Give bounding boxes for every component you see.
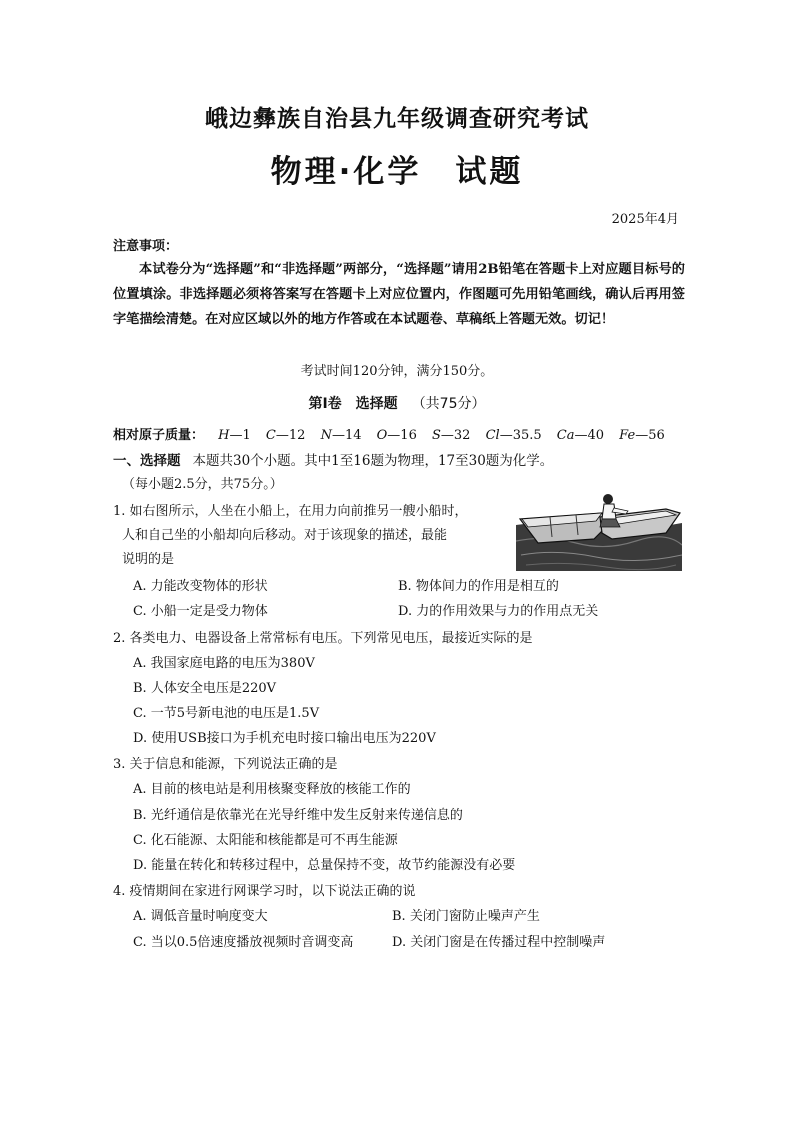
question-1-stem-line: 1. 如右图所示，人坐在小船上，在用力向前推另一艘小船时， [113, 504, 468, 519]
atomic-mass-item: S—32 [431, 428, 471, 443]
question-3-stem: 3. 关于信息和能源，下列说法正确的是 [113, 757, 338, 772]
atomic-mass-item: Cl—35.5 [485, 428, 542, 443]
atomic-mass-item: C—12 [265, 428, 306, 443]
question-3-option-c: C. 化石能源、太阳能和核能都是可不再生能源 [133, 833, 398, 848]
section-title: 一、选择题 [113, 453, 181, 469]
atomic-mass-item: N—14 [320, 428, 362, 443]
question-1-option-a: A. 力能改变物体的形状 [133, 579, 268, 594]
question-4-option-c: C. 当以0.5倍速度播放视频时音调变高 [133, 935, 354, 950]
question-4-option-a: A. 调低音量时响度变大 [133, 909, 268, 924]
notice-body: 本试卷分为“选择题”和“非选择题”两部分，“选择题”请用2B铅笔在答题卡上对应题目标号的位置填涂。非选择题必须将答案写在答题卡上对应位置内，作图题可先用铅笔画线，确认后再用签字笔描绘清楚。在对应区域以外的地方作答或在本试题卷、草稿纸上答题无效。切记！ [113, 262, 685, 327]
notice-heading: 注意事项： [113, 239, 179, 254]
section-heading [113, 449, 553, 469]
atomic-mass-item: H—1 [218, 428, 251, 443]
question-4-option-d: D. 关闭门窗是在传播过程中控制噪声 [392, 935, 606, 950]
question-4-option-b: B. 关闭门窗防止噪声产生 [392, 909, 540, 924]
question-2-option-c: C. 一节5号新电池的电压是1.5V [133, 706, 320, 721]
question-2-option-b: B. 人体安全电压是220V [133, 681, 277, 696]
question-2-stem: 2. 各类电力、电器设备上常常标有电压。下列常见电压，最接近实际的是 [113, 631, 533, 646]
question-1-option-b: B. 物体间力的作用是相互的 [398, 579, 559, 594]
question-4-stem: 4. 疫情期间在家进行网课学习时，以下说法正确的说 [113, 884, 416, 899]
part-title [0, 393, 794, 413]
exam-time: 考试时间120分钟，满分150分。 [300, 364, 494, 379]
question-1-option-d: D. 力的作用效果与力的作用点无关 [398, 604, 599, 619]
atomic-mass-item: O—16 [376, 428, 417, 443]
exam-title: 峨边彝族自治县九年级调查研究考试 [205, 106, 589, 132]
question-1-stem-line: 人和自己坐的小船却向后移动。对于该现象的描述，最能 [122, 528, 448, 543]
part-title-main: 第Ⅰ卷 选择题 [308, 396, 398, 412]
question-3-option-b: B. 光纤通信是依靠光在光导纤维中发生反射来传递信息的 [133, 808, 463, 823]
section-scoring: （每小题2.5分，共75分。） [122, 477, 283, 492]
question-1-stem-line: 说明的是 [122, 552, 175, 567]
atomic-mass-label: 相对原子质量： [113, 428, 205, 443]
section-desc: 本题共30个小题。其中1至16题为物理，17至30题为化学。 [192, 453, 554, 469]
atomic-mass-item: Ca—40 [556, 428, 605, 443]
atomic-mass-item: Fe—56 [619, 428, 665, 443]
exam-subtitle: 物理·化学 试题 [270, 154, 524, 190]
question-2-option-a: A. 我国家庭电路的电压为380V [133, 656, 315, 671]
atomic-mass-line [113, 424, 676, 443]
part-points: （共75分） [411, 396, 486, 412]
exam-date: 2025年4月 [611, 212, 679, 227]
question-1-option-c: C. 小船一定是受力物体 [133, 604, 268, 619]
question-3-option-d: D. 能量在转化和转移过程中，总量保持不变，故节约能源没有必要 [133, 858, 516, 873]
question-3-option-a: A. 目前的核电站是利用核聚变释放的核能工作的 [133, 782, 411, 797]
boat-illustration [516, 489, 682, 571]
question-2-option-d: D. 使用USB接口为手机充电时接口输出电压为220V [133, 731, 436, 746]
